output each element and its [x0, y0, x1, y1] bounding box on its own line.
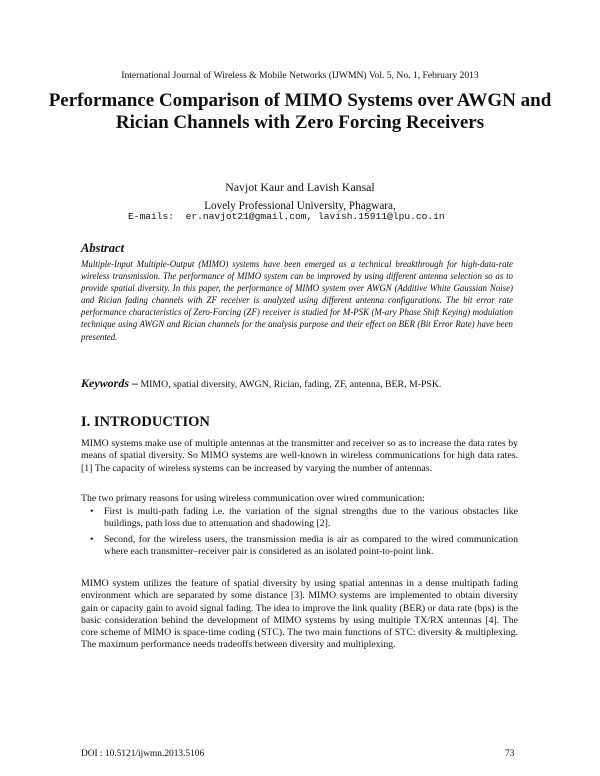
abstract-heading: Abstract — [81, 241, 125, 255]
page-number: 73 — [505, 749, 515, 759]
bullet-icon: • — [90, 533, 94, 545]
section-heading: I. INTRODUCTION — [81, 414, 210, 430]
journal-header: International Journal of Wireless & Mobile Networks (IJWMN) Vol. 5, No. 1, February 2013 — [121, 70, 479, 81]
keywords — [81, 376, 521, 391]
keywords-text: MIMO, spatial diversity, AWGN, Rician, fading, ZF, antenna, BER, M-PSK. — [138, 379, 442, 390]
footer-doi: DOI : 10.5121/ijwmn.2013.5106 — [81, 749, 205, 759]
author-emails: E-mails: er.navjot21@gmail.com, lavish.15911@lpu.co.in — [128, 211, 445, 222]
intro-paragraph-3: MIMO system utilizes the feature of spatial diversity by using spatial antennas in a dense multipath fading environment which are separated by some distance [3]. MIMO systems are implemented to obtain diversity gain or capacity gain to avoid signal fading. The idea to improve the link quality (BER) or data rate (bps) is the basic consideration behind the development of MIMO systems by using multiple TX/RX antennas [4]. The core scheme of MIMO is space-time coding (STC). The two main functions of STC: diversity & multiplexing. The maximum performance needs tradeoffs between diversity and multiplexing. — [81, 578, 518, 651]
affiliation: Lovely Professional University, Phagwara, — [204, 200, 396, 212]
reasons-list — [81, 506, 518, 561]
list-item: • Second, for the wireless users, the transmission media is air as compared to the wired communication where each transmitter–receiver pair is considered as an isolated point-to-point link. — [90, 533, 518, 557]
list-item: • First is multi-path fading i.e. the variation of the signal strengths due to the various obstacles like buildings, path loss due to attenuation and shadowing [2]. — [90, 506, 518, 530]
abstract-body: Multiple-Input Multiple-Output (MIMO) systems have been emerged as a technical breakthrough for high-data-rate wireless transmission. The performance of MIMO system can be improved by using different antenna selection so as to provide spatial diversity. In this paper, the performance of MIMO system over AWGN (Additive White Gaussian Noise) and Rician fading channels with ZF receiver is analyzed using different antenna configurations. The bit error rate performance characteristics of Zero-Forcing (ZF) receiver is studied for M-PSK (M-ary Phase Shift Keying) modulation technique using AWGN and Rician channels for the analysis purpose and their effect on BER (Bit Error Rate) have been presented. — [81, 259, 513, 342]
paper-title: Performance Comparison of MIMO Systems over AWGN and Rician Channels with Zero Forcing Receivers — [48, 90, 552, 133]
intro-paragraph-2: The two primary reasons for using wireless communication over wired communication: — [81, 493, 425, 504]
bullet-icon: • — [90, 506, 94, 517]
intro-paragraph-1: MIMO systems make use of multiple antennas at the transmitter and receiver so as to increase the data rates by means of spatial diversity. So MIMO systems are well-known in wireless communications for high data rates. [1] The capacity of wireless systems can be increased by varying the number of antennas. — [81, 438, 518, 474]
authors: Navjot Kaur and Lavish Kansal — [225, 180, 375, 194]
keywords-label: Keywords – — [81, 376, 138, 390]
